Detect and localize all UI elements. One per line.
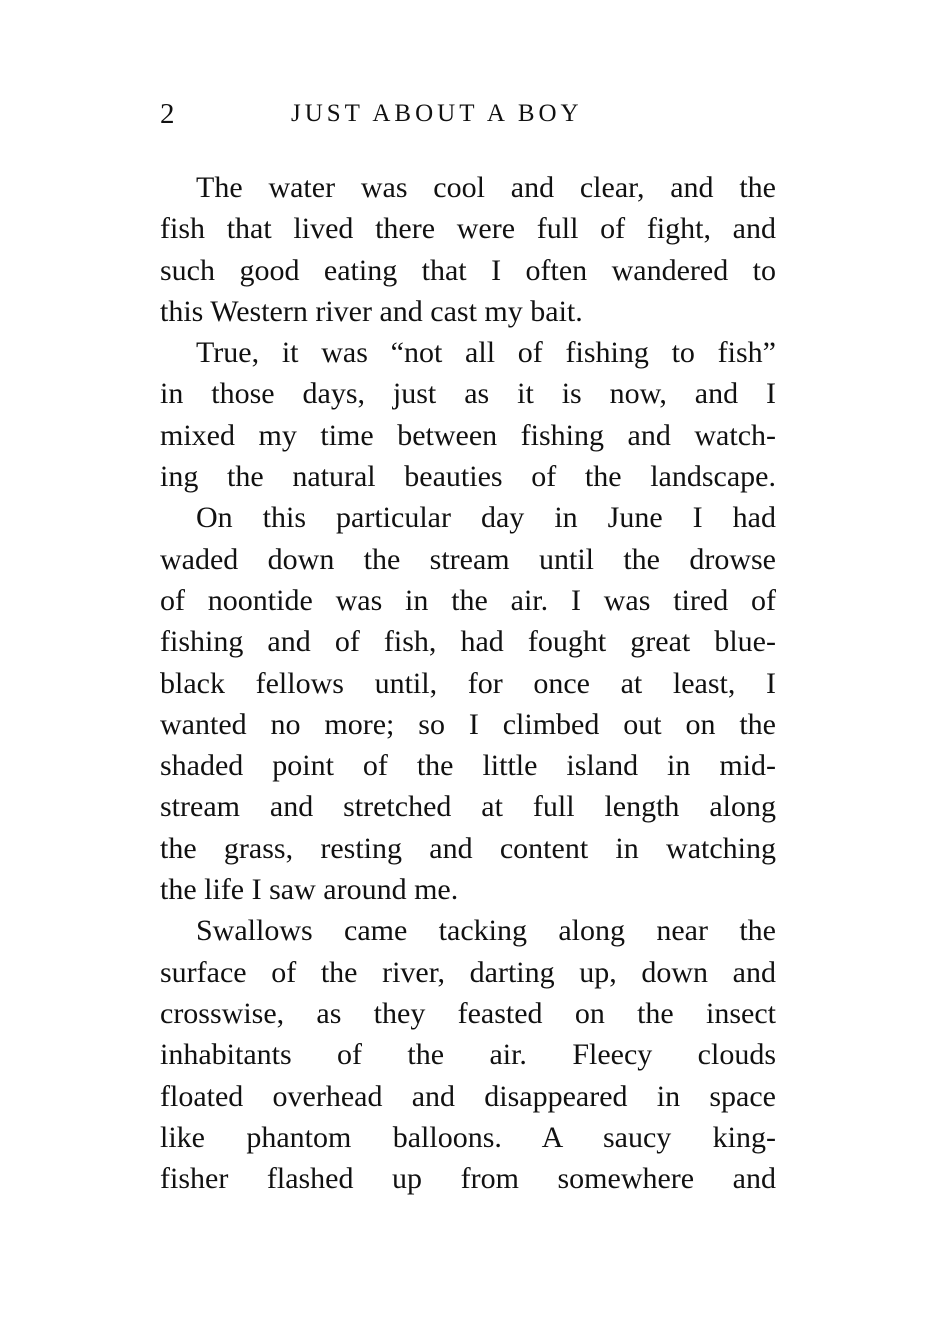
text-line: Swallows came tacking along near the (196, 914, 776, 948)
text-line: floated overhead and disappeared in space (160, 1079, 776, 1113)
page-number: 2 (160, 98, 175, 130)
text-line: of noontide was in the air. I was tired of (160, 583, 776, 617)
text-line: ing the natural beauties of the landscape. (160, 460, 776, 494)
text-line: mixed my time between fishing and watch- (160, 418, 776, 452)
text-line: like phantom balloons. A saucy king- (160, 1120, 776, 1154)
text-line: such good eating that I often wandered to (160, 253, 776, 287)
text-line: waded down the stream until the drowse (160, 542, 776, 576)
body-text (160, 167, 776, 1199)
text-line: True, it was “not all of fishing to fish” (196, 336, 776, 370)
running-header (160, 94, 776, 134)
page-title: JUST ABOUT A BOY (291, 100, 583, 127)
text-line: fisher flashed up from somewhere and (160, 1162, 776, 1196)
text-line: this Western river and cast my bait. (160, 294, 583, 328)
text-line: On this particular day in June I had (196, 501, 776, 535)
text-line: crosswise, as they feasted on the insect (160, 996, 776, 1030)
text-line: the life I saw around me. (160, 873, 459, 907)
text-line: The water was cool and clear, and the (196, 171, 776, 204)
text-line: black fellows until, for once at least, I (160, 666, 776, 700)
text-line: wanted no more; so I climbed out on the (160, 707, 776, 741)
text-line: the grass, resting and content in watching (160, 831, 776, 865)
text-line: fish that lived there were full of fight, and (160, 212, 776, 246)
text-line: shaded point of the little island in mid- (160, 749, 776, 783)
text-line: stream and stretched at full length along (160, 790, 776, 824)
text-line: surface of the river, darting up, down and (160, 955, 776, 989)
text-line: fishing and of fish, had fought great blue- (160, 625, 776, 659)
text-line: in those days, just as it is now, and I (160, 377, 776, 411)
text-line: inhabitants of the air. Fleecy clouds (160, 1038, 776, 1072)
